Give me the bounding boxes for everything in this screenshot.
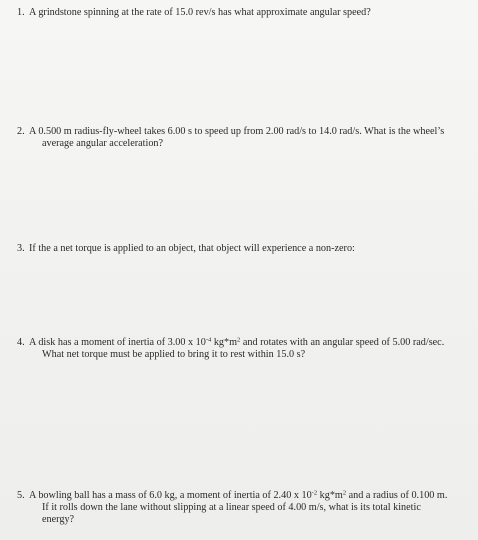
question-4 — [17, 337, 469, 361]
question-5-text-c: and a radius of 0.100 m. — [346, 490, 448, 501]
question-2-line-2: average angular acceleration? — [42, 138, 164, 149]
question-5-exponent-2: 2 — [342, 489, 347, 497]
question-3-text: If the a net torque is applied to an object, that object will experience a non-zero: — [29, 243, 355, 254]
question-4-exponent-1: -4 — [205, 336, 212, 344]
question-1 — [17, 7, 469, 19]
question-5-line-3: energy? — [42, 514, 75, 525]
question-1-text: A grindstone spinning at the rate of 15.0 rev/s has what approximate angular speed? — [29, 7, 371, 18]
question-2-number: 2. — [17, 126, 25, 137]
question-4-number: 4. — [17, 337, 25, 348]
question-4-text-b: kg*m — [211, 337, 238, 348]
question-5-text-b: kg*m — [317, 490, 343, 501]
question-4-text-a: A disk has a moment of inertia of 3.00 x 10 — [29, 337, 206, 348]
question-2-text: A 0.500 m radius-fly-wheel takes 6.00 s to speed up from 2.00 rad/s to 14.0 rad/s. What is the wheel’s — [29, 126, 445, 137]
question-3 — [17, 243, 469, 255]
question-5-text-a: A bowling ball has a mass of 6.0 kg, a moment of inertia of 2.40 x 10 — [29, 490, 312, 501]
question-2-line-1 — [17, 126, 469, 138]
question-5-line-2: If it rolls down the lane without slipping at a linear speed of 4.00 m/s, what is its total kinetic — [42, 502, 421, 513]
question-4-exponent-2: 2 — [237, 336, 241, 344]
question-2 — [17, 126, 469, 150]
question-4-text-c: and rotates with an angular speed of 5.00 rad/sec. — [240, 337, 445, 348]
question-4-line-1 — [17, 337, 469, 349]
question-3-line-1 — [17, 243, 469, 255]
question-5 — [17, 490, 469, 526]
question-5-number: 5. — [17, 490, 25, 501]
question-4-line-2: What net torque must be applied to bring it to rest within 15.0 s? — [42, 349, 306, 360]
question-5-exponent-1: -2 — [311, 489, 318, 497]
question-5-line-1 — [17, 490, 469, 502]
question-3-number: 3. — [17, 243, 25, 254]
question-1-line-1 — [17, 7, 469, 19]
question-1-number: 1. — [17, 7, 25, 18]
